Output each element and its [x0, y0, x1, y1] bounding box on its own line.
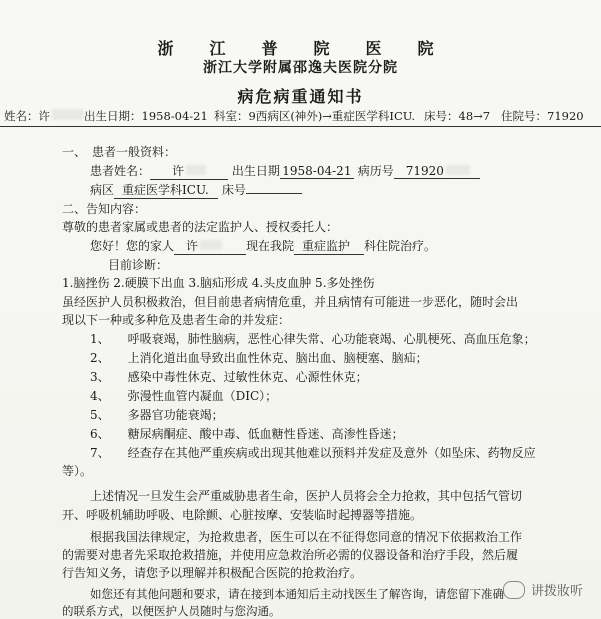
list-item: 3、 感染中毒性休克、过敏性休克、心源性休克；	[90, 370, 368, 384]
list-item: 2、 上消化道出血导致出血性休克、脑出血、脑梗塞、脑疝；	[90, 351, 428, 365]
list-item: 7、 经查存在其他严重疾病或出现其他难以预料并发症及意外（如坠床、药物反应	[90, 446, 536, 460]
patient-bar-bed: 床号：48→7	[424, 109, 491, 123]
legal-para-1: 根据我国法律规定，为抢救患者，医生可以在不征得您同意的情况下依据救治工作	[90, 530, 523, 544]
section2-heading: 二、告知内容：	[62, 202, 147, 216]
contact-para-2: 的联系方式，以便医护人员随时与您沟通。	[62, 604, 281, 618]
patient-bar-name: 姓名：许	[4, 108, 84, 124]
legal-para-2: 的需要对患者先采取抢救措施，并使用应急救治所必需的仪器设备和治疗手段，然后履	[62, 548, 519, 562]
document-title: 病危病重通知书	[237, 87, 364, 106]
diagnosis-list: 1.脑挫伤 2.硬膜下出血 3.脑疝形成 4.头皮血肿 5.多处挫伤	[62, 276, 375, 290]
patient-bar-dept: 科室：9西病区(神外)→重症医学科ICU.	[214, 109, 416, 123]
hospital-branch: 浙江大学附属邵逸夫医院分院	[203, 60, 398, 76]
list-item-continuation: 等）。	[62, 464, 93, 478]
greeting-line: 您好！您的家人 许 现在我院 重症监护 科住院治疗。	[90, 239, 437, 253]
risk-intro-2: 现以下一种或多种危及患者生命的并发症：	[62, 313, 291, 327]
emergency-para-1: 上述情况一旦发生会严重威胁患者生命，医护人员将会全力抢救，其中包括气管切	[90, 489, 523, 503]
list-item: 1、 呼吸衰竭，肺性脑病，恶性心律失常、心功能衰竭、心肌梗死、高血压危象；	[90, 332, 536, 346]
salutation: 尊敬的患者家属或患者的法定监护人、授权委托人：	[62, 220, 339, 234]
list-item: 4、 弥漫性血管内凝血（DIC）；	[90, 389, 278, 403]
legal-para-3: 行告知义务，请您予以理解并积极配合医院的抢救治疗。	[62, 566, 363, 580]
hospital-name: 浙 江 普 院 医 院	[157, 39, 444, 58]
diagnosis-label: 目前诊断：	[108, 258, 169, 272]
contact-para-1: 如您还有其他问题和要求，请在接到本通知后主动找医生了解咨询，请您留下准确	[90, 587, 504, 601]
list-item: 6、 糖尿病酮症、酸中毒、低血糖性昏迷、高渗性昏迷；	[90, 427, 404, 441]
section1-row2: 病区 重症医学科ICU. 床号	[90, 181, 302, 199]
header-divider	[0, 126, 601, 127]
risk-intro-1: 虽经医护人员积极救治，但目前患者病情危重，并且病情有可能进一步恶化，随时会出	[62, 295, 519, 309]
chat-bubble-icon	[503, 581, 525, 599]
watermark: 讲拨妝听	[503, 580, 583, 599]
section1-row1: 患者姓名： 许 出生日期 1958-04-21 病历号 71920	[90, 162, 480, 180]
section1-heading: 一、 患者一般资料：	[62, 145, 177, 159]
list-item: 5、 多器官功能衰竭；	[90, 408, 224, 422]
emergency-para-2: 开、呼吸机辅助呼吸、电除颤、心脏按摩、安装临时起搏器等措施。	[62, 508, 423, 522]
patient-bar-dob: 出生日期：1958-04-21	[84, 109, 208, 123]
patient-bar-admission: 住院号：71920	[501, 109, 584, 123]
